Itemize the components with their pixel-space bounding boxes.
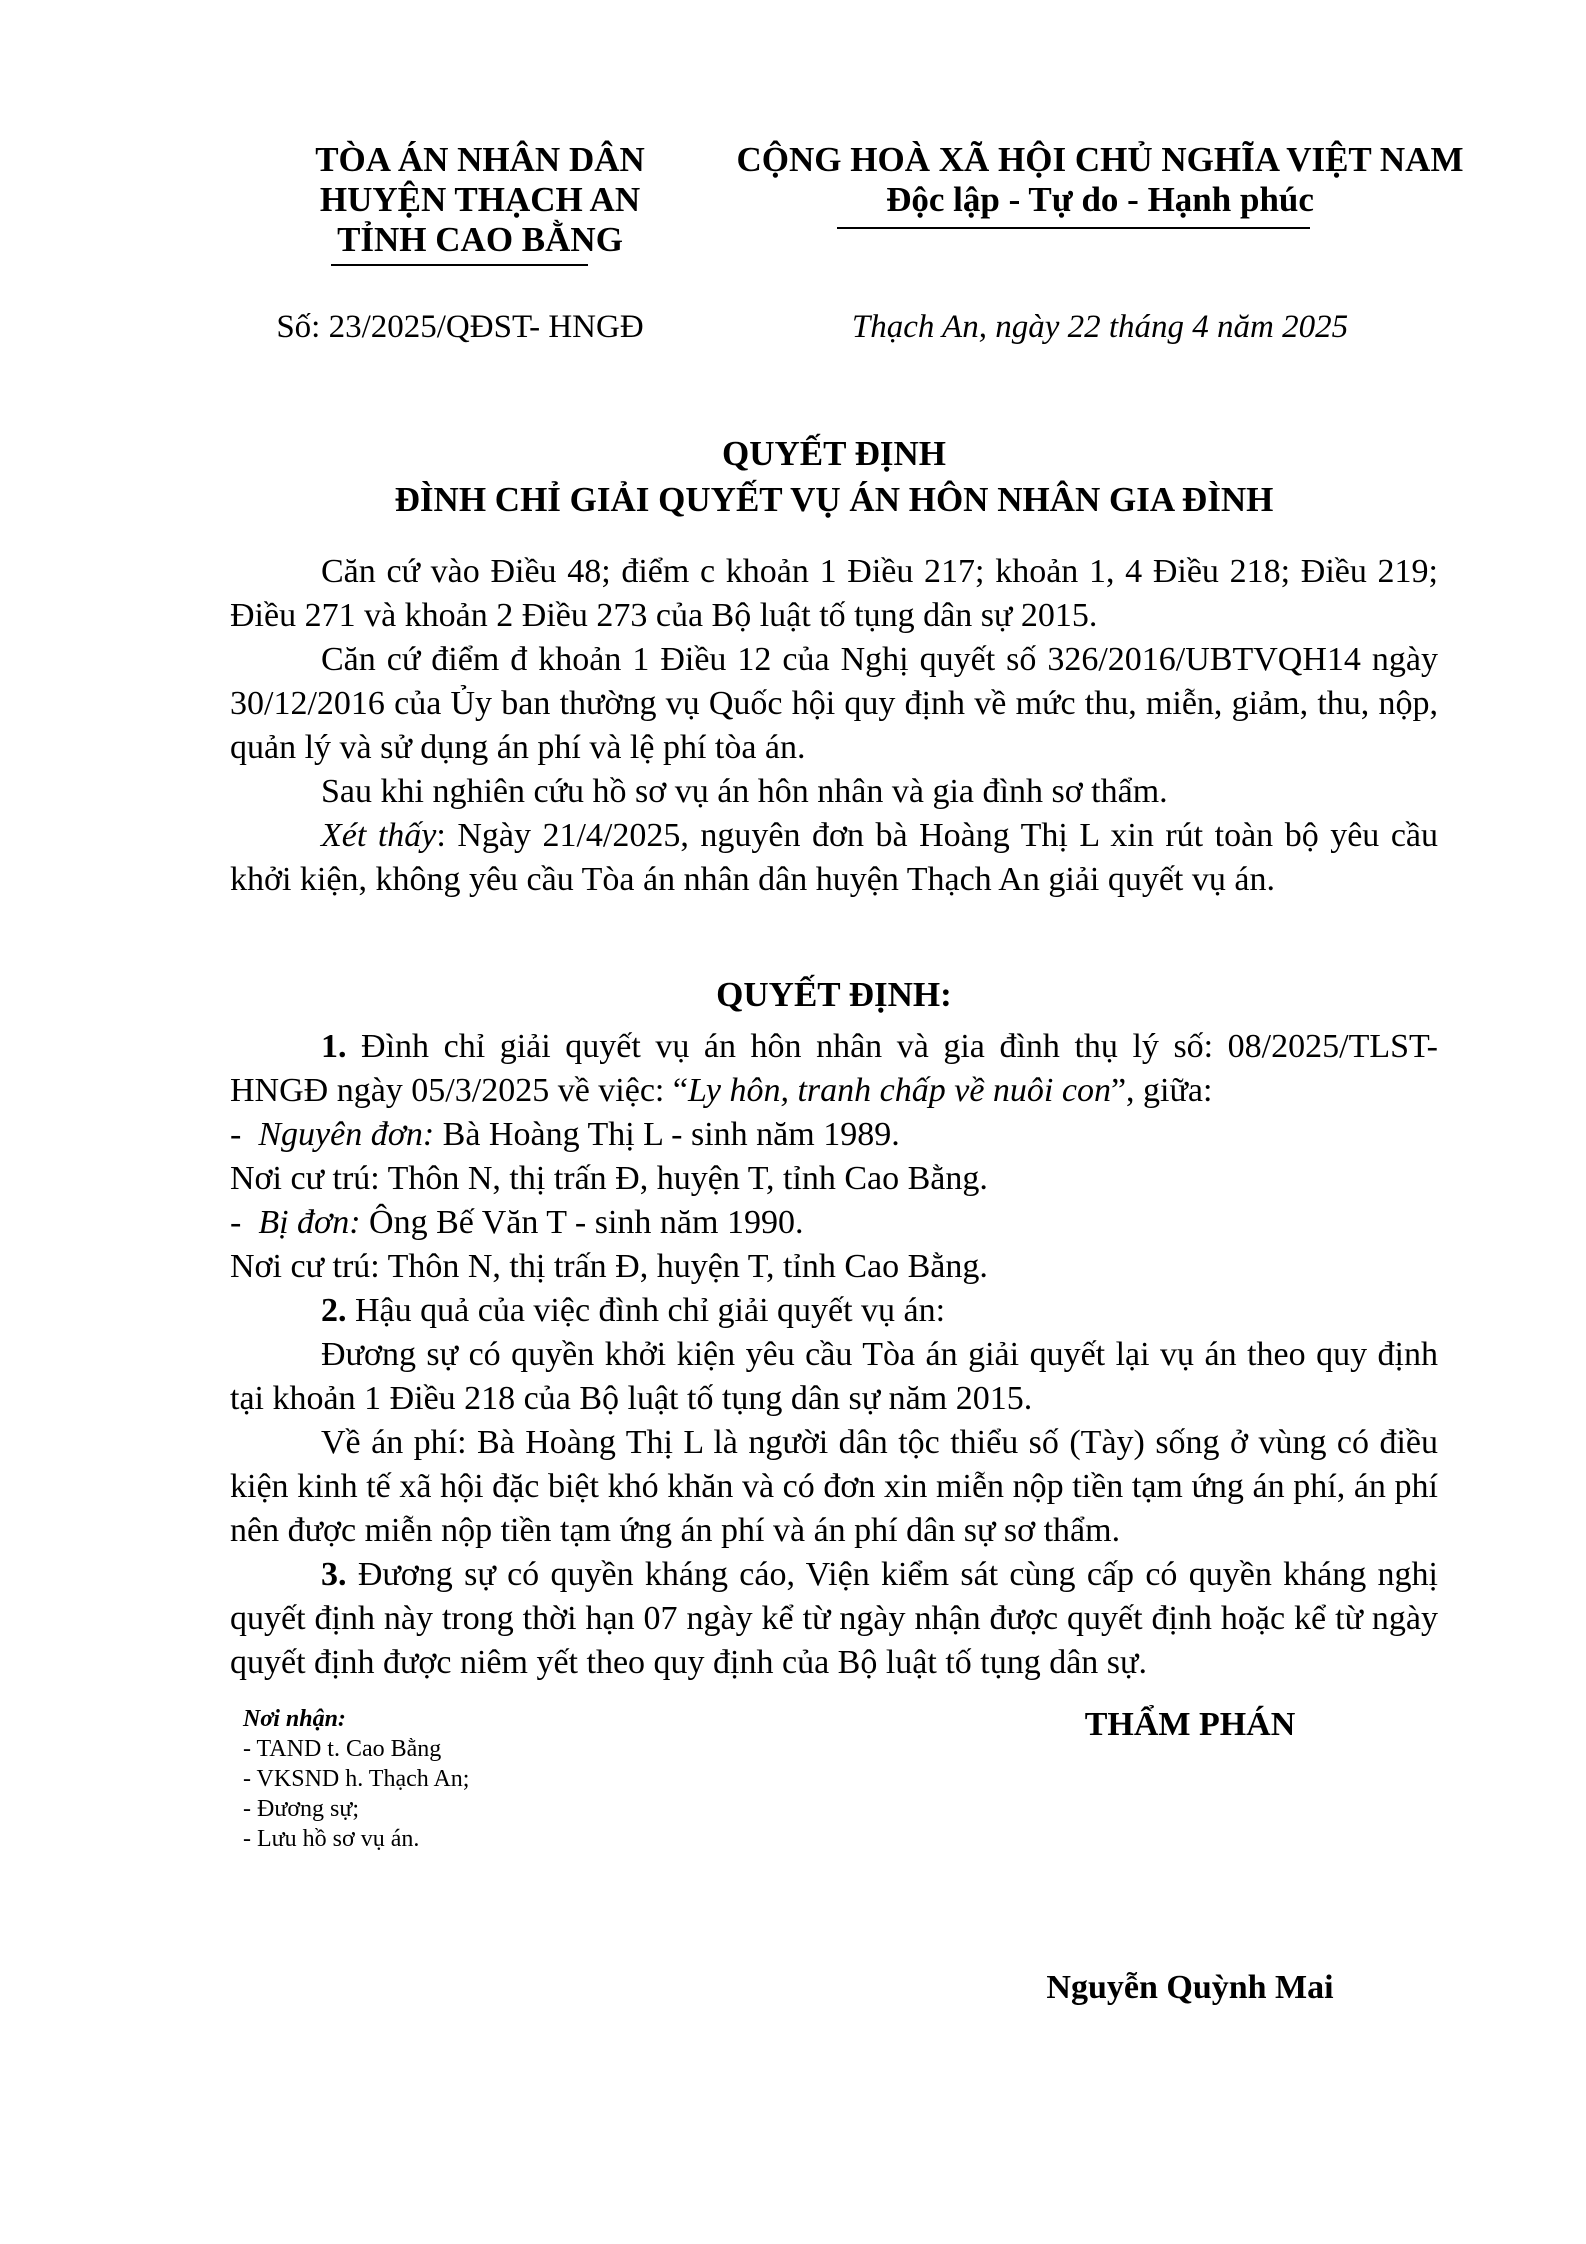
item3-number: 3.: [321, 1556, 347, 1593]
finding-text: : Ngày 21/4/2025, nguyên đơn bà Hoàng Thị L xin rút toàn bộ yêu cầu khởi kiện, không yêu cầu Tòa án nhân dân huyện Thạch An giải quyết vụ án.: [230, 817, 1438, 898]
recipient-item: - VKSND h. Thạch An;: [243, 1766, 470, 1792]
document-title: [230, 431, 1438, 523]
document-number: Số: 23/2025/QĐST- HNGĐ: [276, 309, 644, 345]
item2-number: 2.: [321, 1292, 347, 1329]
court-name-underline: [331, 264, 588, 266]
plaintiff-line: - Nguyên đơn: Bà Hoàng Thị L - sinh năm 1989.: [230, 1116, 900, 1153]
item3-text: Đương sự có quyền kháng cáo, Viện kiểm sát cùng cấp có quyền kháng nghị quyết định này trong thời hạn 07 ngày kể từ ngày nhận được quyết định hoặc kể từ ngày quyết định được niêm yết theo quy định của Bộ luật tố tụng dân sự.: [230, 1556, 1438, 1681]
item1-text: Đình chỉ giải quyết vụ án hôn nhân và gia đình thụ lý số: 08/2025/TLST-HNGĐ ngày 05/3/2025 về việc: “: [230, 1028, 1438, 1109]
national-name: CỘNG HOÀ XÃ HỘI CHỦ NGHĨA VIỆT NAM: [736, 140, 1464, 179]
item2-text: Hậu quả của việc đình chỉ giải quyết vụ án:: [346, 1292, 946, 1329]
signer-name: Nguyễn Quỳnh Mai: [1046, 1969, 1334, 2006]
title-line2: ĐÌNH CHỈ GIẢI QUYẾT VỤ ÁN HÔN NHÂN GIA ĐÌNH: [394, 480, 1274, 519]
finding-label: Xét thấy: [321, 817, 437, 854]
legal-basis-1: Căn cứ vào Điều 48; điểm c khoản 1 Điều 217; khoản 1, 4 Điều 218; Điều 219; Điều 271 và khoản 2 Điều 273 của Bộ luật tố tụng dân sự 2015.: [230, 553, 1438, 634]
decision-item-1: [230, 1025, 1438, 1113]
legal-basis-2: Căn cứ điểm đ khoản 1 Điều 12 của Nghị quyết số 326/2016/UBTVQH14 ngày 30/12/2016 của Ủy ban thường vụ Quốc hội quy định về mức thu, miễn, giảm, thu, nộp, quản lý và sử dụng án phí và lệ phí tòa án.: [230, 641, 1438, 766]
item2-right-to-sue: Đương sự có quyền khởi kiện yêu cầu Tòa án giải quyết lại vụ án theo quy định tại khoản 1 Điều 218 của Bộ luật tố tụng dân sự năm 2015.: [230, 1336, 1438, 1417]
item1-end: ”, giữa:: [1110, 1072, 1213, 1109]
title-line1: QUYẾT ĐỊNH: [722, 434, 946, 473]
plaintiff-label: Nguyên đơn:: [258, 1116, 435, 1153]
defendant-text: Ông Bế Văn T - sinh năm 1990.: [360, 1204, 804, 1241]
recipient-item: - TAND t. Cao Bằng: [243, 1736, 442, 1762]
finding-paragraph: [230, 814, 1438, 902]
defendant-address: Nơi cư trú: Thôn N, thị trấn Đ, huyện T, tỉnh Cao Bằng.: [230, 1248, 988, 1285]
place-and-date: Thạch An, ngày 22 tháng 4 năm 2025: [851, 309, 1349, 345]
recipient-item: - Đương sự;: [243, 1796, 360, 1822]
decision-item-3: [230, 1553, 1438, 1685]
defendant-line: - Bị đơn: Ông Bế Văn T - sinh năm 1990.: [230, 1204, 804, 1241]
decision-heading: QUYẾT ĐỊNH:: [716, 975, 952, 1014]
signer-title: THẨM PHÁN: [1084, 1706, 1296, 1743]
review-statement: Sau khi nghiên cứu hồ sơ vụ án hôn nhân và gia đình sơ thẩm.: [321, 773, 1168, 810]
court-name-block: [270, 140, 690, 260]
defendant-label: Bị đơn:: [258, 1204, 361, 1241]
recipients-block: [243, 1704, 763, 1854]
item1-subject: Ly hôn, tranh chấp về nuôi con: [687, 1072, 1111, 1109]
court-name-line1: TÒA ÁN NHÂN DÂN: [315, 140, 645, 179]
recipients-heading: Nơi nhận:: [243, 1706, 346, 1732]
plaintiff-text: Bà Hoàng Thị L - sinh năm 1989.: [434, 1116, 900, 1153]
national-motto-block: [700, 140, 1500, 220]
national-motto: Độc lập - Tự do - Hạnh phúc: [886, 180, 1314, 219]
preamble: [230, 550, 1438, 902]
court-name-line3: TỈNH CAO BẰNG: [337, 220, 623, 259]
motto-underline: [837, 227, 1310, 229]
recipient-item: - Lưu hồ sơ vụ án.: [243, 1826, 420, 1852]
decision-body: [230, 1025, 1438, 1685]
court-name-line2: HUYỆN THẠCH AN: [319, 180, 641, 219]
plaintiff-address: Nơi cư trú: Thôn N, thị trấn Đ, huyện T, tỉnh Cao Bằng.: [230, 1160, 988, 1197]
item1-number: 1.: [321, 1028, 347, 1065]
item2-court-fee: Về án phí: Bà Hoàng Thị L là người dân tộc thiểu số (Tày) sống ở vùng có điều kiện kinh tế xã hội đặc biệt khó khăn và có đơn xin miễn nộp tiền tạm ứng án phí, án phí nên được miễn nộp tiền tạm ứng án phí và án phí dân sự sơ thẩm.: [230, 1424, 1438, 1549]
decision-item-2: [230, 1289, 1438, 1333]
